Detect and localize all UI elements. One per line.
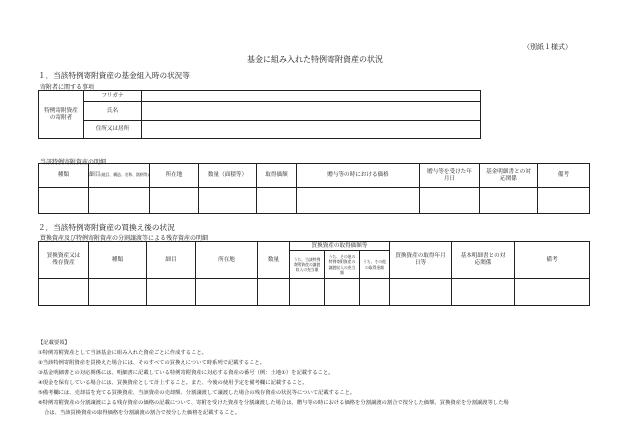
- col2-ledger: 基本明細書との対応関係: [452, 242, 515, 279]
- cell[interactable]: [39, 188, 89, 214]
- address-label: 住所又は居所: [84, 121, 142, 139]
- col2-cost-a: うち、当該特例寄附資産の譲渡収入の充当額: [290, 251, 325, 279]
- cell[interactable]: [480, 188, 538, 214]
- col-ledger: 基金明細書との対応関係: [480, 164, 538, 188]
- furigana-field[interactable]: [142, 91, 481, 102]
- col2-quantity: 数量: [258, 242, 290, 279]
- col2-detail: 細目: [147, 242, 196, 279]
- col-cost: 取得価額: [257, 164, 297, 188]
- cell[interactable]: [258, 279, 290, 306]
- asset-detail-subheading: 当該特例寄附資産の明細: [40, 159, 107, 166]
- instruction-item: ③基金明細書との対応関係には、明細書に記載している特例寄附資産に対応する資産の番号（例：土地①）を記載すること。: [38, 370, 334, 376]
- cell[interactable]: [199, 188, 257, 214]
- cell[interactable]: [420, 188, 480, 214]
- cell[interactable]: [147, 279, 196, 306]
- donor-subheading: 寄附者に関する事項: [40, 84, 95, 91]
- table-row: [39, 188, 590, 214]
- instruction-item: 合は、当該買換資産の取得価格を分割譲渡の割合で按分した価格を記載すること。: [44, 410, 240, 416]
- instruction-item: ④現金を保有している場合には、買換資産として計上すること。また、今後の使用予定を備考欄に記載すること。: [38, 380, 308, 386]
- col-detail: [89, 164, 150, 188]
- cell[interactable]: [196, 279, 258, 306]
- cell[interactable]: [39, 279, 89, 306]
- col-price-at-gift: 贈与等の時における価格: [297, 164, 420, 188]
- cell[interactable]: [325, 279, 360, 306]
- col-remarks: 備考: [538, 164, 590, 188]
- col2-location: 所在地: [196, 242, 258, 279]
- col2-remarks: 備考: [515, 242, 590, 279]
- col-detail-note: (地目、構造、名称、銘柄等): [100, 172, 149, 177]
- col2-acq-date: 買換資産の取得年月日等: [390, 242, 452, 279]
- cell[interactable]: [257, 188, 297, 214]
- asset-detail-table: [38, 163, 590, 214]
- instruction-item: ①特例寄附資産として当該基金に組み入れた資産ごとに作成すること。: [38, 350, 207, 356]
- address-field[interactable]: [142, 121, 481, 139]
- instructions: [38, 338, 509, 418]
- instruction-item: ⑥特例寄附資産の分割譲渡による残存資産の価格の記載について、寄附を受けた資産を分割譲渡した場合は、贈与等の時における価格を分割譲渡の割合で按分した価額、買換資産を分割譲渡等した場: [38, 400, 509, 406]
- cell[interactable]: [452, 279, 515, 306]
- instruction-item: ②当該特例寄附資産を買換えた場合には、そのすべての買換えについて時系列で記載すること。: [38, 360, 266, 366]
- col-gift-date: 贈与等を受けた年月日: [420, 164, 480, 188]
- donor-table: [38, 90, 481, 139]
- col2-cost-b: うち、その他の特例寄附資産の譲渡収入の充当額: [325, 251, 360, 279]
- cell[interactable]: [515, 279, 590, 306]
- instructions-heading: 【記載要領】: [38, 340, 70, 346]
- section2-heading: ２．当該特例寄附資産の買換え後の状況: [38, 223, 175, 232]
- donor-label: 特例寄附資産の寄附者: [39, 91, 84, 139]
- cell[interactable]: [390, 279, 452, 306]
- name-field[interactable]: [142, 102, 481, 121]
- cell[interactable]: [360, 279, 390, 306]
- instruction-item: ⑤備考欄には、売却益を充てる買換資産、当該資産の売却額、分割譲渡して譲渡した場合の残存資産の状況等について記載すること。: [38, 390, 356, 396]
- cell[interactable]: [297, 188, 420, 214]
- furigana-label: フリガナ: [84, 91, 142, 102]
- col-location: 所在地: [150, 164, 199, 188]
- document-title: 基金に組み入れた特例寄附資産の状況: [247, 55, 383, 64]
- section2-subheading: 買換資産及び特例寄附資産の分割譲渡等による残存資産の明細: [40, 235, 209, 242]
- col2-asset: 買換資産又は残存資産: [39, 242, 89, 279]
- col-quantity: 数量（面積等）: [199, 164, 257, 188]
- form-number: （別紙１様式）: [523, 43, 572, 51]
- name-label: 氏名: [84, 102, 142, 121]
- cell[interactable]: [150, 188, 199, 214]
- cell[interactable]: [538, 188, 590, 214]
- col-detail-label: 細目: [89, 172, 101, 178]
- col2-cost-group: 買換資産の取得価額等: [290, 242, 390, 251]
- table-row: [39, 279, 590, 306]
- cell[interactable]: [89, 279, 147, 306]
- cell[interactable]: [89, 188, 150, 214]
- col-type: 種類: [39, 164, 89, 188]
- col2-cost-c: うち、その他の取得金額: [360, 251, 390, 279]
- replacement-asset-table: [38, 241, 590, 306]
- section1-heading: １．当該特例寄附資産の基金組入時の状況等: [38, 71, 190, 80]
- col2-type: 種類: [89, 242, 147, 279]
- cell[interactable]: [290, 279, 325, 306]
